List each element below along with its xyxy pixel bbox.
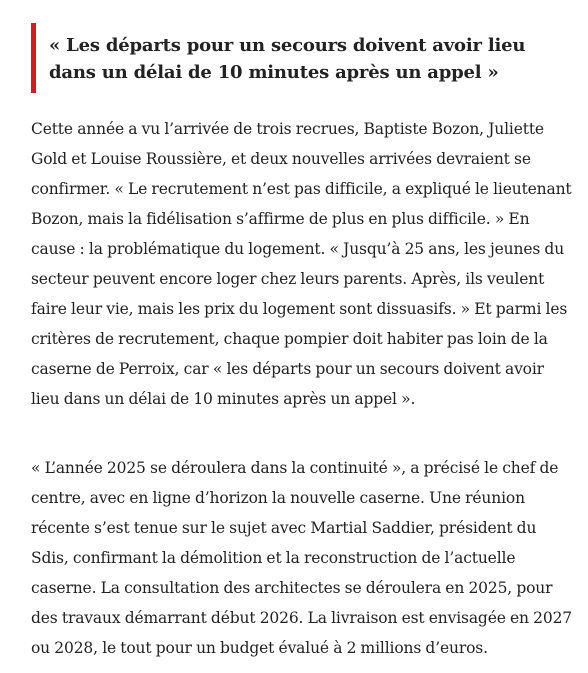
pull-quote-accent-bar: [31, 23, 36, 93]
pull-quote-text: « Les départs pour un secours doivent avoir lieu dans un délai de 10 minutes après un appel »: [49, 35, 526, 83]
article-paragraph: « L’année 2025 se déroulera dans la continuité », a précisé le chef de centre, avec en ligne d’horizon la nouvelle caserne. Une réunion récente s’est tenue sur le sujet avec Martial Saddier, président du Sdis, confirmant la démolition et la reconstruction de l’actuelle caserne. La consultation des architectes se déroulera en 2025, pour des travaux démarrant début 2026. La livraison est envisagée en 2027 ou 2028, le tout pour un budget évalué à 2 millions d’euros.: [31, 459, 572, 657]
pull-quote: [31, 23, 576, 93]
article-paragraph: Cette année a vu l’arrivée de trois recrues, Baptiste Bozon, Juliette Gold et Louise Roussière, et deux nouvelles arrivées devraient se confirmer. « Le recrutement n’est pas difficile, a expliqué le lieutenant Bozon, mais la fidélisation s’affirme de plus en plus difficile. » En cause : la problématique du logement. « Jusqu’à 25 ans, les jeunes du secteur peuvent encore loger chez leurs parents. Après, ils veulent faire leur vie, mais les prix du logement sont dissuasifs. » Et parmi les critères de recrutement, chaque pompier doit habiter pas loin de la caserne de Perroix, car « les départs pour un secours doivent avoir lieu dans un délai de 10 minutes après un appel ».: [31, 120, 572, 408]
